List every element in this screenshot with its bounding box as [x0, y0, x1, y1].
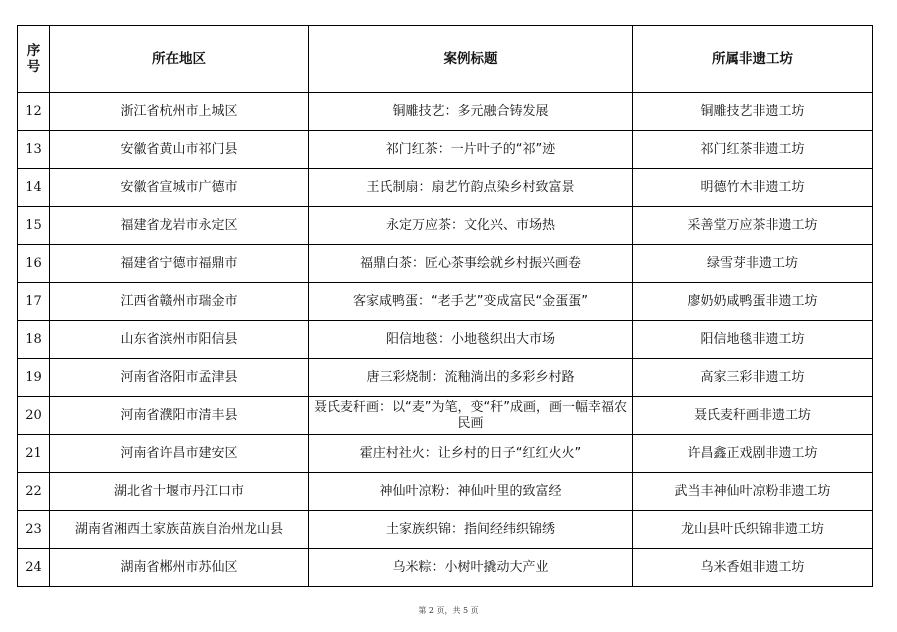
- row-workshop: 廖奶奶咸鸭蛋非遗工坊: [633, 283, 873, 321]
- row-seq: 22: [18, 473, 50, 511]
- row-region: 河南省濮阳市清丰县: [50, 397, 309, 435]
- row-workshop: 高家三彩非遗工坊: [633, 359, 873, 397]
- case-table: [17, 25, 873, 587]
- row-seq: 17: [18, 283, 50, 321]
- row-region: 山东省滨州市阳信县: [50, 321, 309, 359]
- header-seq-line1: 序: [26, 43, 41, 59]
- row-seq: 13: [18, 131, 50, 169]
- row-seq: 16: [18, 245, 50, 283]
- header-seq: [18, 26, 50, 93]
- table-row: [18, 397, 873, 435]
- row-title: 土家族织锦：指间经纬织锦绣: [309, 511, 633, 549]
- row-region: 安徽省宣城市广德市: [50, 169, 309, 207]
- table-row: [18, 435, 873, 473]
- row-title: 唐三彩烧制：流釉淌出的多彩乡村路: [309, 359, 633, 397]
- row-title: 铜雕技艺：多元融合铸发展: [309, 93, 633, 131]
- row-workshop: 采善堂万应茶非遗工坊: [633, 207, 873, 245]
- header-title: 案例标题: [309, 26, 633, 93]
- row-region: 河南省许昌市建安区: [50, 435, 309, 473]
- row-workshop: 铜雕技艺非遗工坊: [633, 93, 873, 131]
- table-row: [18, 93, 873, 131]
- row-workshop: 绿雪芽非遗工坊: [633, 245, 873, 283]
- row-workshop: 阳信地毯非遗工坊: [633, 321, 873, 359]
- row-title: 祁门红茶：一片叶子的“祁”迹: [309, 131, 633, 169]
- table-body: [18, 93, 873, 587]
- row-workshop: 乌米香姐非遗工坊: [633, 549, 873, 587]
- row-region: 福建省龙岩市永定区: [50, 207, 309, 245]
- table-row: [18, 131, 873, 169]
- row-title: 霍庄村社火：让乡村的日子“红红火火”: [309, 435, 633, 473]
- row-title: 聂氏麦秆画：以“麦”为笔，变“秆”成画，画一幅幸福农民画: [309, 397, 633, 435]
- row-title: 客家咸鸭蛋：“老手艺”变成富民“金蛋蛋”: [309, 283, 633, 321]
- row-region: 福建省宁德市福鼎市: [50, 245, 309, 283]
- row-title: 王氏制扇：扇艺竹韵点染乡村致富景: [309, 169, 633, 207]
- row-seq: 14: [18, 169, 50, 207]
- row-region: 江西省赣州市瑞金市: [50, 283, 309, 321]
- table-row: [18, 359, 873, 397]
- row-seq: 23: [18, 511, 50, 549]
- row-workshop: 武当丰神仙叶凉粉非遗工坊: [633, 473, 873, 511]
- row-workshop: 祁门红茶非遗工坊: [633, 131, 873, 169]
- table-row: [18, 549, 873, 587]
- row-region: 湖南省郴州市苏仙区: [50, 549, 309, 587]
- row-seq: 24: [18, 549, 50, 587]
- table-header-row: [18, 26, 873, 93]
- table-row: [18, 473, 873, 511]
- row-seq: 12: [18, 93, 50, 131]
- table-row: [18, 283, 873, 321]
- row-workshop: 龙山县叶氏织锦非遗工坊: [633, 511, 873, 549]
- table-row: [18, 245, 873, 283]
- row-seq: 18: [18, 321, 50, 359]
- row-title: 神仙叶凉粉：神仙叶里的致富经: [309, 473, 633, 511]
- row-workshop: 明德竹木非遗工坊: [633, 169, 873, 207]
- row-title: 福鼎白茶：匠心茶事绘就乡村振兴画卷: [309, 245, 633, 283]
- table-row: [18, 207, 873, 245]
- row-seq: 20: [18, 397, 50, 435]
- header-workshop: 所属非遗工坊: [633, 26, 873, 93]
- row-seq: 21: [18, 435, 50, 473]
- row-region: 湖南省湘西土家族苗族自治州龙山县: [50, 511, 309, 549]
- row-region: 湖北省十堰市丹江口市: [50, 473, 309, 511]
- row-region: 浙江省杭州市上城区: [50, 93, 309, 131]
- table-row: [18, 321, 873, 359]
- row-region: 安徽省黄山市祁门县: [50, 131, 309, 169]
- table-row: [18, 511, 873, 549]
- row-workshop: 许昌鑫正戏剧非遗工坊: [633, 435, 873, 473]
- page-footer: 第 2 页，共 5 页: [418, 606, 479, 615]
- row-title: 阳信地毯：小地毯织出大市场: [309, 321, 633, 359]
- row-title: 乌米粽：小树叶撬动大产业: [309, 549, 633, 587]
- row-title: 永定万应茶：文化兴、市场热: [309, 207, 633, 245]
- row-seq: 15: [18, 207, 50, 245]
- row-workshop: 聂氏麦秆画非遗工坊: [633, 397, 873, 435]
- row-region: 河南省洛阳市孟津县: [50, 359, 309, 397]
- row-seq: 19: [18, 359, 50, 397]
- header-region: 所在地区: [50, 26, 309, 93]
- header-seq-line2: 号: [26, 59, 41, 75]
- table-row: [18, 169, 873, 207]
